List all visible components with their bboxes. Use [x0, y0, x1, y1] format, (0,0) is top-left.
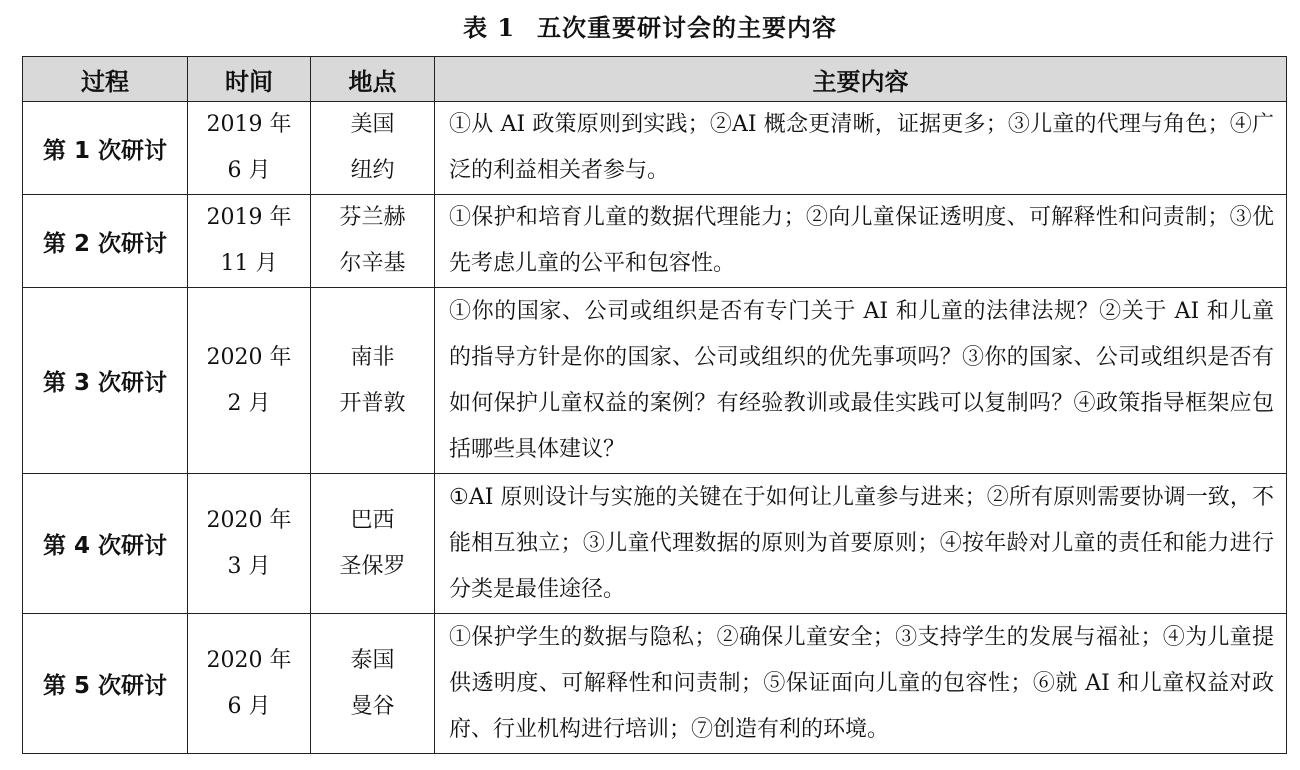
header-time: 时间	[188, 57, 311, 102]
table-header	[23, 57, 1287, 102]
place-line-1: 美国	[350, 112, 395, 137]
time-month: 11 月	[220, 251, 278, 276]
table-row	[23, 195, 1287, 288]
content-cell: ①保护和培育儿童的数据代理能力；②向儿童保证透明度、可解释性和问责制；③优先考虑儿童的公平和包容性。	[435, 195, 1287, 288]
time-year: 2020 年	[206, 344, 292, 370]
table-caption	[0, 12, 1300, 44]
place-line-1: 南非	[350, 344, 395, 370]
content-cell: ①从 AI 政策原则到实践；②AI 概念更清晰，证据更多；③儿童的代理与角色；④广泛的利益相关者参与。	[435, 102, 1287, 195]
place-cell	[311, 195, 435, 288]
time-year: 2020 年	[206, 647, 292, 673]
place-cell	[311, 614, 435, 754]
process-cell: 第 2 次研讨	[23, 195, 188, 288]
table-row	[23, 614, 1287, 754]
header-row	[23, 57, 1287, 102]
place-line-1: 巴西	[350, 507, 395, 533]
place-line-1: 泰国	[350, 647, 395, 673]
time-cell	[188, 474, 311, 614]
process-cell: 第 3 次研讨	[23, 288, 188, 474]
place-line-2: 尔辛基	[339, 251, 406, 276]
place-cell	[311, 288, 435, 474]
time-year: 2020 年	[206, 507, 292, 533]
time-month: 6 月	[227, 158, 271, 183]
process-cell: 第 5 次研讨	[23, 614, 188, 754]
table-row	[23, 102, 1287, 195]
time-month: 2 月	[227, 390, 271, 416]
table-body	[23, 102, 1287, 754]
table-caption-title: 五次重要研讨会的主要内容	[537, 13, 838, 42]
place-cell	[311, 102, 435, 195]
workshop-table	[22, 56, 1287, 754]
time-month: 6 月	[227, 693, 271, 719]
time-cell	[188, 102, 311, 195]
time-cell	[188, 195, 311, 288]
time-cell	[188, 288, 311, 474]
content-cell: ①AI 原则设计与实施的关键在于如何让儿童参与进来；②所有原则需要协调一致，不能相互独立；③儿童代理数据的原则为首要原则；④按年龄对儿童的责任和能力进行分类是最佳途径。	[435, 474, 1287, 614]
content-cell: ①保护学生的数据与隐私；②确保儿童安全；③支持学生的发展与福祉；④为儿童提供透明度、可解释性和问责制；⑤保证面向儿童的包容性；⑥就 AI 和儿童权益对政府、行业机构进行培训；⑦创造有利的环境。	[435, 614, 1287, 754]
place-line-2: 曼谷	[350, 693, 395, 719]
time-year: 2019 年	[206, 112, 292, 137]
table-caption-label: 表 1	[462, 13, 516, 42]
place-line-2: 纽约	[350, 158, 395, 183]
process-cell: 第 1 次研讨	[23, 102, 188, 195]
header-place: 地点	[311, 57, 435, 102]
header-content: 主要内容	[435, 57, 1287, 102]
time-month: 3 月	[227, 553, 271, 579]
header-process: 过程	[23, 57, 188, 102]
place-line-1: 芬兰赫	[339, 205, 406, 230]
content-cell: ①你的国家、公司或组织是否有专门关于 AI 和儿童的法律法规？②关于 AI 和儿童的指导方针是你的国家、公司或组织的优先事项吗？③你的国家、公司或组织是否有如何保护儿童权益的案例？有经验教训或最佳实践可以复制吗？④政策指导框架应包括哪些具体建议？	[435, 288, 1287, 474]
table-row	[23, 288, 1287, 474]
place-line-2: 开普敦	[339, 390, 406, 416]
place-cell	[311, 474, 435, 614]
time-cell	[188, 614, 311, 754]
table-row	[23, 474, 1287, 614]
time-year: 2019 年	[206, 205, 292, 230]
place-line-2: 圣保罗	[339, 553, 406, 579]
process-cell: 第 4 次研讨	[23, 474, 188, 614]
